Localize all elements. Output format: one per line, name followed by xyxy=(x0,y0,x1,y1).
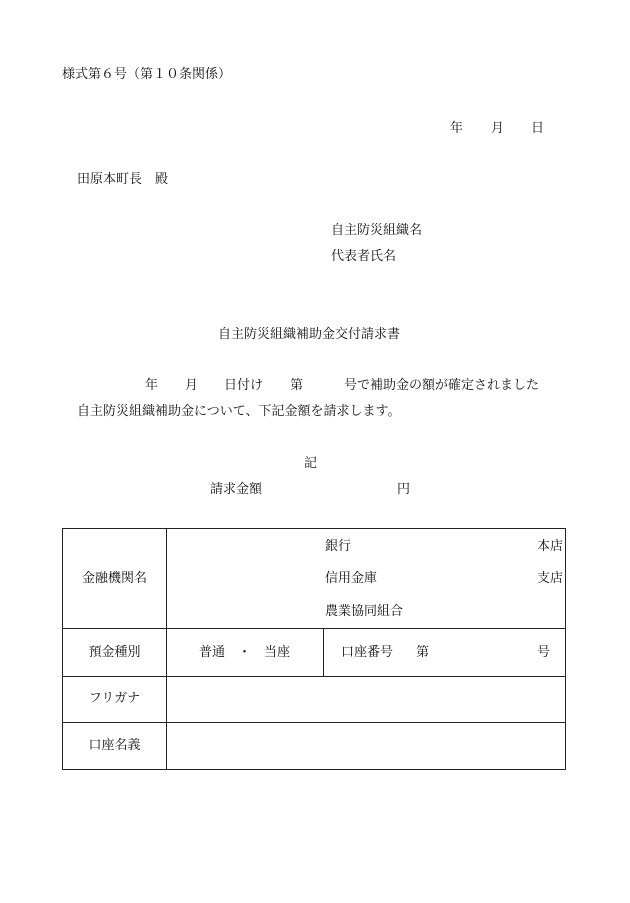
addressee: 田原本町長 殿 xyxy=(77,172,169,187)
deposit-type-options: 普通 ・ 当座 xyxy=(199,645,291,660)
row-divider xyxy=(63,676,565,677)
date-month-label: 月 xyxy=(491,121,505,136)
branch-option: 支店 xyxy=(537,571,564,586)
body-month-label: 月 xyxy=(185,378,199,393)
date-day-label: 日 xyxy=(531,121,545,136)
institution-label: 金融機関名 xyxy=(81,571,147,586)
body-year-label: 年 xyxy=(145,378,159,393)
page-title: 自主防災組織補助金交付請求書 xyxy=(218,327,401,342)
furigana-label: フリガナ xyxy=(88,691,141,706)
form-number: 様式第６号（第１０条関係） xyxy=(62,67,232,82)
body-dated-label: 日付け xyxy=(224,378,264,393)
account-number-label: 口座番号 xyxy=(341,645,394,660)
deposit-type-label: 預金種別 xyxy=(88,645,141,660)
amount-label: 請求金額 xyxy=(210,482,263,497)
row-divider xyxy=(63,722,565,723)
body-line1-tail: 号で補助金の額が確定されました xyxy=(344,378,540,393)
representative-label: 代表者氏名 xyxy=(331,249,397,264)
shinkin-option: 信用金庫 xyxy=(325,571,378,586)
date-year-label: 年 xyxy=(450,121,464,136)
bank-account-table xyxy=(62,528,566,770)
account-holder-label: 口座名義 xyxy=(88,738,141,753)
amount-unit: 円 xyxy=(397,482,411,497)
bank-option: 銀行 xyxy=(325,539,352,554)
column-divider xyxy=(323,628,324,676)
account-number-prefix: 第 xyxy=(416,645,430,660)
nokyo-option: 農業協同組合 xyxy=(325,604,404,619)
body-line2: 自主防災組織補助金について、下記金額を請求します。 xyxy=(77,404,401,419)
ki-heading: 記 xyxy=(304,456,318,471)
body-no-prefix: 第 xyxy=(290,378,304,393)
account-number-suffix: 号 xyxy=(537,645,551,660)
org-name-label: 自主防災組織名 xyxy=(331,223,423,238)
row-divider xyxy=(63,628,565,629)
column-divider xyxy=(166,529,167,769)
head-office-option: 本店 xyxy=(537,539,564,554)
